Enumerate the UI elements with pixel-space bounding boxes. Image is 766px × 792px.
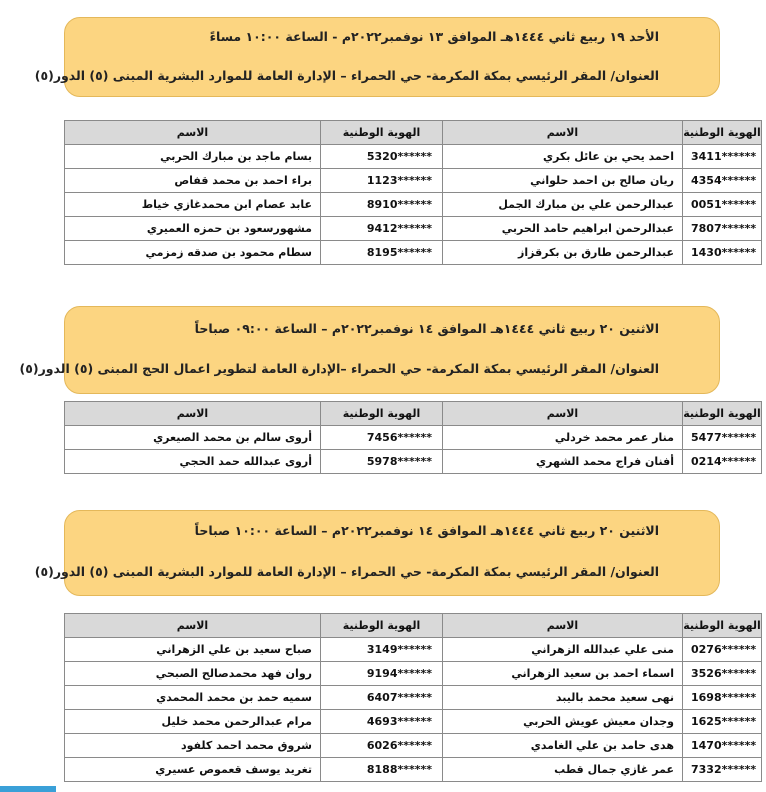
page-accent-bar [0,786,56,792]
table-body-2 [65,426,762,474]
national-id-cell: 1698****** [683,686,762,710]
name-cell: شروق محمد احمد كلفود [65,734,321,758]
national-id-cell: 5477****** [683,426,762,450]
national-id-cell: 3411****** [683,145,762,169]
national-id-cell: 6407****** [321,686,443,710]
header-id: الهوية الوطنية [683,402,762,426]
header-name: الاسم [65,121,321,145]
name-cell: عابد عصام ابن محمدغازي خياط [65,193,321,217]
name-cell: منى علي عبدالله الزهراني [443,638,683,662]
name-cell: اسماء احمد بن سعيد الزهراني [443,662,683,686]
session-banner-2 [19,306,720,394]
name-cell: عبدالرحمن علي بن مبارك الجمل [443,193,683,217]
table-row [65,426,762,450]
name-cell: احمد يحي بن عائل بكري [443,145,683,169]
header-name: الاسم [443,614,683,638]
name-cell: سميه حمد بن محمد المحمدي [65,686,321,710]
table-row [65,217,762,241]
name-cell: مشهورسعود بن حمزه العميري [65,217,321,241]
national-id-cell: 1470****** [683,734,762,758]
national-id-cell: 5978****** [321,450,443,474]
national-id-cell: 8188****** [321,758,443,782]
header-name: الاسم [65,402,321,426]
header-id: الهوية الوطنية [683,614,762,638]
national-id-cell: 3149****** [321,638,443,662]
name-cell: نهى سعيد محمد باليبد [443,686,683,710]
header-id: الهوية الوطنية [321,614,443,638]
national-id-cell: 0214****** [683,450,762,474]
name-cell: أروى سالم بن محمد الصيعري [65,426,321,450]
national-id-cell: 7807****** [683,217,762,241]
national-id-cell: 1123****** [321,169,443,193]
national-id-cell: 4354****** [683,169,762,193]
table-row [65,758,762,782]
name-cell: تغريد يوسف قعموص عسيري [65,758,321,782]
table-body-3 [65,638,762,782]
national-id-cell: 0276****** [683,638,762,662]
table-row [65,710,762,734]
name-cell: سطام محمود بن صدقه زمزمي [65,241,321,265]
table-row [65,169,762,193]
table-row [65,638,762,662]
name-cell: صباح سعيد بن علي الزهراني [65,638,321,662]
table-row [65,193,762,217]
national-id-cell: 1430****** [683,241,762,265]
name-cell: وجدان معيش عويش الحربي [443,710,683,734]
table-row [65,686,762,710]
session-address-1: العنوان/ المقر الرئيسي بمكة المكرمة- حي الحمراء – الإدارة العامة للموارد البشرية المبنى (٥) الدور(٥) [34,68,659,83]
session-banner-1 [34,17,720,97]
session-date-2: الاثنين ٢٠ ربيع ثاني ١٤٤٤هـ الموافق ١٤ نوفمبر٢٠٢٢م – الساعة ٠٩:٠٠ صباحاً [194,321,659,336]
table-row [65,145,762,169]
table-body-1 [65,145,762,265]
name-cell: عمر غازي جمال قطب [443,758,683,782]
national-id-cell: 9194****** [321,662,443,686]
header-id: الهوية الوطنية [683,121,762,145]
national-id-cell: 4693****** [321,710,443,734]
name-cell: عبدالرحمن طارق بن بكرقزاز [443,241,683,265]
name-cell: هدى حامد بن علي الغامدي [443,734,683,758]
national-id-cell: 5320****** [321,145,443,169]
name-cell: أفنان فراج محمد الشهري [443,450,683,474]
session-address-3: العنوان/ المقر الرئيسي بمكة المكرمة- حي الحمراء – الإدارة العامة للموارد البشرية المبنى (٥) الدور(٥) [34,564,659,579]
session-date-1: الأحد ١٩ ربيع ثاني ١٤٤٤هـ الموافق ١٣ نوفمبر٢٠٢٢م - الساعة ١٠:٠٠ مساءً [209,29,659,44]
name-cell: ريان صالح بن احمد حلواني [443,169,683,193]
session-banner-3 [34,510,720,596]
name-cell: منار عمر محمد خردلي [443,426,683,450]
national-id-cell: 6026****** [321,734,443,758]
national-id-cell: 7456****** [321,426,443,450]
national-id-cell: 8910****** [321,193,443,217]
national-id-cell: 8195****** [321,241,443,265]
header-name: الاسم [443,402,683,426]
national-id-cell: 7332****** [683,758,762,782]
candidates-table-1 [64,120,762,265]
national-id-cell: 1625****** [683,710,762,734]
header-name: الاسم [65,614,321,638]
table-row [65,734,762,758]
name-cell: أروى عبدالله حمد الحجي [65,450,321,474]
candidates-table-2 [64,401,762,474]
session-address-2: العنوان/ المقر الرئيسي بمكة المكرمة- حي الحمراء –الإدارة العامة لتطوير اعمال الحج المبنى (٥) الدور(٥) [19,361,659,376]
table-row [65,241,762,265]
header-name: الاسم [443,121,683,145]
national-id-cell: 9412****** [321,217,443,241]
name-cell: عبدالرحمن ابراهيم حامد الحربي [443,217,683,241]
name-cell: بسام ماجد بن مبارك الحربي [65,145,321,169]
header-id: الهوية الوطنية [321,121,443,145]
name-cell: براء احمد بن محمد قفاص [65,169,321,193]
name-cell: مرام عبدالرحمن محمد خليل [65,710,321,734]
name-cell: روان فهد محمدصالح الصبحي [65,662,321,686]
candidates-table-3 [64,613,762,782]
table-row [65,662,762,686]
header-id: الهوية الوطنية [321,402,443,426]
session-date-3: الاثنين ٢٠ ربيع ثاني ١٤٤٤هـ الموافق ١٤ نوفمبر٢٠٢٢م – الساعة ١٠:٠٠ صباحاً [194,523,659,538]
table-row [65,450,762,474]
national-id-cell: 3526****** [683,662,762,686]
national-id-cell: 0051****** [683,193,762,217]
